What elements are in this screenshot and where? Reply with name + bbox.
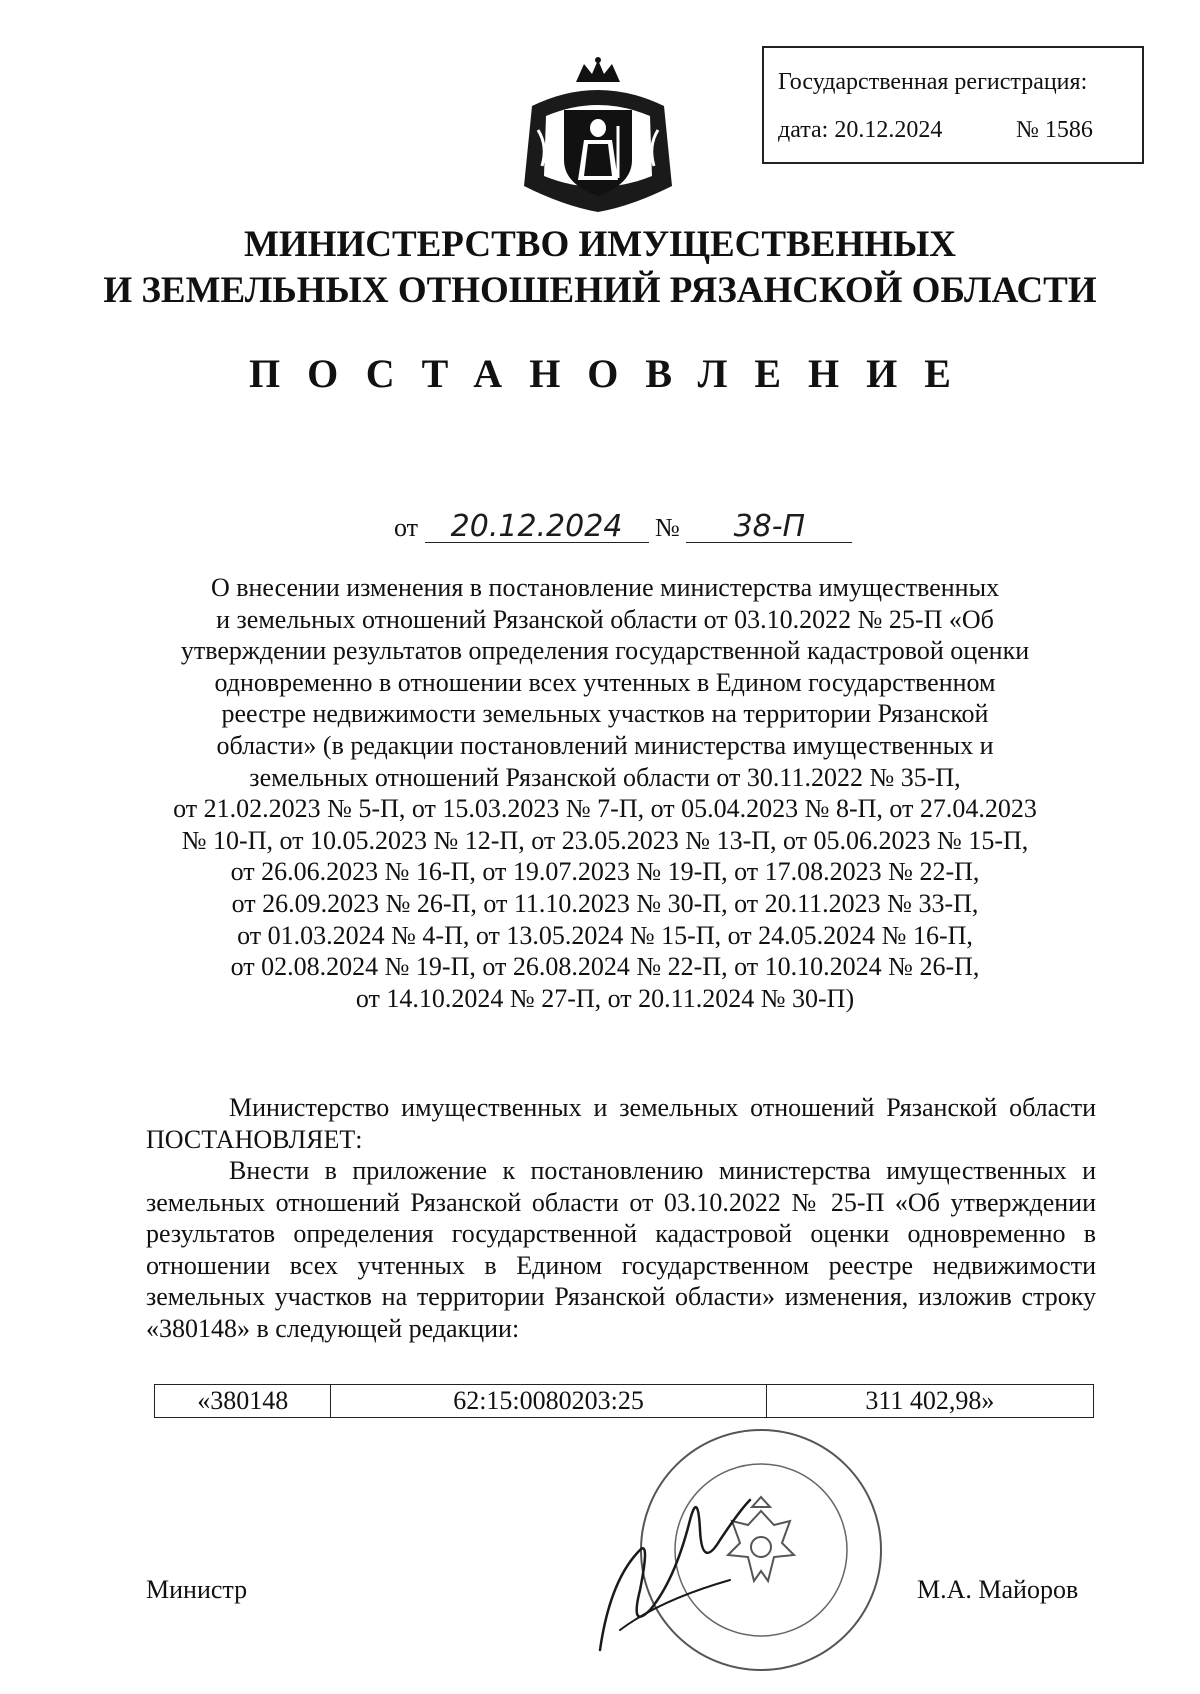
issue-line bbox=[394, 509, 852, 544]
table-row bbox=[155, 1385, 1094, 1418]
subject-line: и земельных отношений Рязанской области от 03.10.2022 № 25-П «Об bbox=[216, 604, 994, 634]
signatory-name: М.А. Майоров bbox=[917, 1575, 1079, 1604]
subject-line: от 26.09.2023 № 26-П, от 11.10.2023 № 30-П, от 20.11.2023 № 33-П, bbox=[231, 888, 979, 918]
issue-number-prefix: № bbox=[655, 513, 680, 542]
registration-number: № 1586 bbox=[1016, 117, 1093, 143]
subject-line: от 21.02.2023 № 5-П, от 15.03.2023 № 7-П, от 05.04.2023 № 8-П, от 27.04.2023 bbox=[173, 794, 1037, 824]
registration-date: дата: 20.12.2024 bbox=[778, 117, 943, 143]
subject-line: от 02.08.2024 № 19-П, от 26.08.2024 № 22-П, от 10.10.2024 № 26-П, bbox=[230, 952, 980, 982]
subject-line: от 14.10.2024 № 27-П, от 20.11.2024 № 30-П) bbox=[355, 983, 855, 1013]
body-paragraph-1: Министерство имущественных и земельных отношений Рязанской области ПОСТАНОВЛЯЕТ: bbox=[146, 1093, 1096, 1154]
subject-line: области» (в редакции постановлений министерства имущественных и bbox=[216, 730, 994, 760]
subject-line: одновременно в отношении всех учтенных в Едином государственном bbox=[214, 667, 996, 697]
ministry-line-1: МИНИСТЕРСТВО ИМУЩЕСТВЕННЫХ bbox=[243, 224, 957, 265]
issue-number-handwritten: 38-П bbox=[686, 512, 852, 543]
amendment-table bbox=[154, 1384, 1094, 1418]
ministry-header bbox=[0, 222, 1200, 314]
table-cell-value: 311 402,98» bbox=[766, 1385, 1093, 1418]
document-type: ПОСТАНОВЛЕНИЕ bbox=[249, 351, 978, 396]
signature-icon bbox=[580, 1460, 760, 1660]
subject-line: О внесении изменения в постановление министерства имущественных bbox=[210, 573, 1000, 602]
table-cell-code: «380148 bbox=[155, 1385, 331, 1418]
document-subject bbox=[140, 572, 1070, 1014]
subject-line: утверждении результатов определения государственной кадастровой оценки bbox=[180, 636, 1030, 666]
subject-line: № 10-П, от 10.05.2023 № 12-П, от 23.05.2023 № 13-П, от 05.06.2023 № 15-П, bbox=[181, 825, 1029, 855]
registration-title: Государственная регистрация: bbox=[778, 69, 1088, 95]
ministry-line-2: И ЗЕМЕЛЬНЫХ ОТНОШЕНИЙ РЯЗАНСКОЙ ОБЛАСТИ bbox=[103, 270, 1097, 311]
issue-date-prefix: от bbox=[394, 513, 419, 542]
registration-box bbox=[762, 46, 1144, 164]
issue-date-handwritten: 20.12.2024 bbox=[425, 512, 649, 543]
subject-line: реестре недвижимости земельных участков на территории Рязанской bbox=[221, 699, 989, 729]
body-paragraph-2: Внести в приложение к постановлению министерства имущественных и земельных отношений Рязанской области от 03.10.2022 № 25-П «Об утверждении результатов определения государственной кадастровой оценки одновременно в отношении всех учтенных в Едином государственном реестре недвижимости земельных участков на территории Рязанской области» изменения, изложив строку «380148» в следующей редакции: bbox=[146, 1156, 1096, 1343]
table-cell-cadastral-number: 62:15:0080203:25 bbox=[331, 1385, 766, 1418]
subject-line: от 26.06.2023 № 16-П, от 19.07.2023 № 19-П, от 17.08.2023 № 22-П, bbox=[230, 857, 980, 887]
signatory-position: Министр bbox=[146, 1575, 248, 1604]
subject-line: от 01.03.2024 № 4-П, от 13.05.2024 № 15-П, от 24.05.2024 № 16-П, bbox=[237, 920, 973, 950]
subject-line: земельных отношений Рязанской области от 30.11.2022 № 35-П, bbox=[249, 762, 961, 792]
coat-of-arms-icon bbox=[512, 56, 684, 216]
